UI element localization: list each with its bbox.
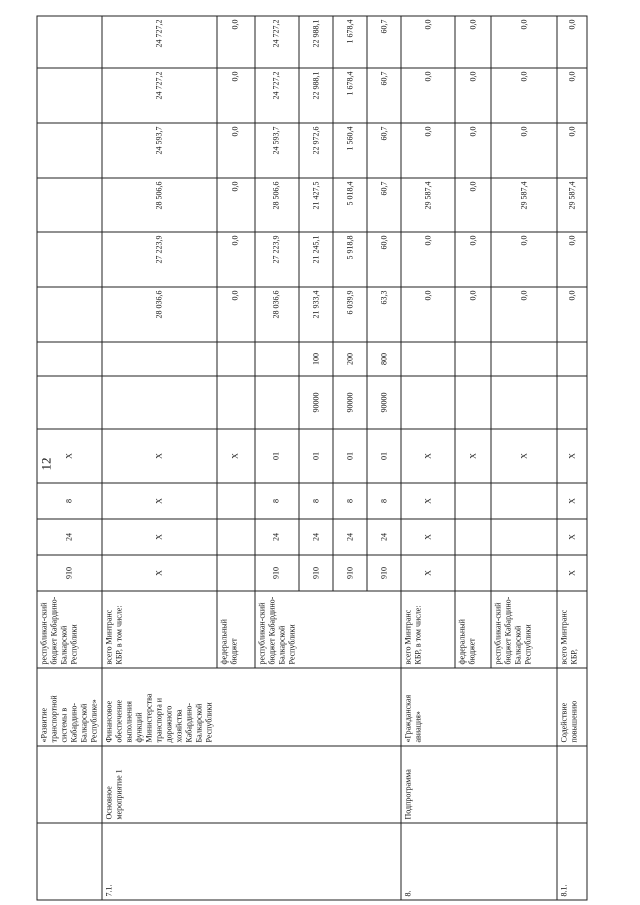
cell-value: 24 727,2 bbox=[255, 68, 300, 123]
cell-num bbox=[255, 823, 300, 900]
cell-csr-code bbox=[455, 376, 491, 429]
cell-value: 0,0 bbox=[455, 178, 491, 232]
cell-value: 21 933,4 bbox=[299, 287, 333, 342]
cell-value: 0,0 bbox=[491, 287, 557, 342]
cell-value: 60,7 bbox=[367, 123, 401, 178]
cell-description bbox=[255, 668, 300, 746]
table-row bbox=[333, 16, 367, 900]
cell-pr bbox=[491, 483, 557, 519]
cell-pr: Х bbox=[401, 483, 455, 519]
cell-name bbox=[491, 746, 557, 823]
cell-value: 29 587,4 bbox=[557, 178, 587, 232]
cell-value: 0,0 bbox=[557, 16, 587, 68]
cell-csr: 01 bbox=[333, 429, 367, 483]
cell-value: 0,0 bbox=[557, 123, 587, 178]
table-row bbox=[455, 16, 491, 900]
cell-value: 21 427,5 bbox=[299, 178, 333, 232]
cell-description bbox=[299, 668, 333, 746]
cell-rz: 24 bbox=[333, 519, 367, 555]
table-row bbox=[37, 16, 102, 900]
cell-value: 0,0 bbox=[455, 16, 491, 68]
cell-description: Содействие повышению bbox=[557, 668, 587, 746]
cell-value: 0,0 bbox=[401, 16, 455, 68]
cell-rz bbox=[217, 519, 255, 555]
cell-vr bbox=[217, 342, 255, 376]
cell-value: 63,3 bbox=[367, 287, 401, 342]
cell-funding-source: республикан-ский бюджет Кабардино-Балкарской Республики bbox=[37, 591, 102, 668]
cell-csr: Х bbox=[217, 429, 255, 483]
cell-rz: Х bbox=[557, 519, 587, 555]
cell-pr: 8 bbox=[333, 483, 367, 519]
cell-num bbox=[367, 823, 401, 900]
cell-value: 22 972,6 bbox=[299, 123, 333, 178]
cell-grbs: 910 bbox=[255, 555, 300, 591]
cell-rz bbox=[491, 519, 557, 555]
cell-description: «Гражданская авиация» bbox=[401, 668, 455, 746]
cell-num: 8. bbox=[401, 823, 455, 900]
cell-pr: 8 bbox=[367, 483, 401, 519]
cell-value bbox=[37, 68, 102, 123]
budget-table bbox=[37, 15, 588, 900]
cell-value: 27 223,9 bbox=[255, 232, 300, 287]
cell-value: 21 245,1 bbox=[299, 232, 333, 287]
cell-csr: Х bbox=[455, 429, 491, 483]
cell-value: 22 988,1 bbox=[299, 16, 333, 68]
cell-num: 8.1. bbox=[557, 823, 587, 900]
cell-grbs: 910 bbox=[333, 555, 367, 591]
cell-num bbox=[299, 823, 333, 900]
cell-value: 29 587,4 bbox=[491, 178, 557, 232]
cell-funding-source: республикан-ский бюджет Кабардино-Балкарской Республики bbox=[491, 591, 557, 668]
cell-name bbox=[557, 746, 587, 823]
cell-funding-source: федеральный бюджет bbox=[455, 591, 491, 668]
cell-name bbox=[455, 746, 491, 823]
cell-value: 5 918,8 bbox=[333, 232, 367, 287]
cell-funding-source: республикан-ский бюджет Кабардино-Балкарской Республики bbox=[255, 591, 300, 668]
cell-funding-source bbox=[367, 591, 401, 668]
cell-num bbox=[455, 823, 491, 900]
cell-rz: 24 bbox=[255, 519, 300, 555]
cell-value: 1 678,4 bbox=[333, 16, 367, 68]
cell-value: 0,0 bbox=[217, 178, 255, 232]
cell-csr: Х bbox=[102, 429, 217, 483]
cell-csr-code: 90000 bbox=[333, 376, 367, 429]
cell-pr: 8 bbox=[255, 483, 300, 519]
table-row bbox=[255, 16, 300, 900]
cell-rz: 24 bbox=[37, 519, 102, 555]
cell-pr bbox=[217, 483, 255, 519]
cell-vr bbox=[491, 342, 557, 376]
cell-name bbox=[255, 746, 300, 823]
cell-value: 0,0 bbox=[217, 16, 255, 68]
cell-vr bbox=[37, 342, 102, 376]
cell-vr bbox=[255, 342, 300, 376]
cell-vr: 200 bbox=[333, 342, 367, 376]
cell-value: 60,7 bbox=[367, 16, 401, 68]
cell-value: 0,0 bbox=[491, 68, 557, 123]
cell-value bbox=[37, 16, 102, 68]
cell-value: 27 223,9 bbox=[102, 232, 217, 287]
cell-value bbox=[37, 287, 102, 342]
cell-vr bbox=[455, 342, 491, 376]
cell-value: 0,0 bbox=[455, 287, 491, 342]
cell-name bbox=[299, 746, 333, 823]
cell-description bbox=[217, 668, 255, 746]
cell-value: 24 727,2 bbox=[102, 68, 217, 123]
cell-value: 0,0 bbox=[217, 232, 255, 287]
cell-csr-code: 90000 bbox=[299, 376, 333, 429]
cell-description: Финансовое обеспечение выполнения функций Министерства транспорта и дорожного хозяйства Кабардино-Балкарской Республики bbox=[102, 668, 217, 746]
cell-grbs: 910 bbox=[37, 555, 102, 591]
cell-value: 0,0 bbox=[491, 16, 557, 68]
cell-grbs bbox=[217, 555, 255, 591]
cell-value: 0,0 bbox=[401, 287, 455, 342]
cell-name bbox=[37, 746, 102, 823]
cell-name: Подпрограмма bbox=[401, 746, 455, 823]
cell-pr: Х bbox=[557, 483, 587, 519]
cell-vr bbox=[102, 342, 217, 376]
cell-grbs: Х bbox=[102, 555, 217, 591]
cell-name: Основное мероприятие 1 bbox=[102, 746, 217, 823]
cell-csr-code: 90000 bbox=[367, 376, 401, 429]
table-row bbox=[491, 16, 557, 900]
cell-value bbox=[37, 178, 102, 232]
cell-value: 0,0 bbox=[401, 68, 455, 123]
cell-description bbox=[333, 668, 367, 746]
cell-value: 28 036,6 bbox=[255, 287, 300, 342]
cell-value: 0,0 bbox=[455, 232, 491, 287]
cell-funding-source bbox=[299, 591, 333, 668]
cell-funding-source bbox=[333, 591, 367, 668]
cell-num bbox=[217, 823, 255, 900]
cell-name bbox=[217, 746, 255, 823]
cell-value: 0,0 bbox=[557, 287, 587, 342]
cell-description bbox=[367, 668, 401, 746]
cell-value: 0,0 bbox=[217, 123, 255, 178]
table-row bbox=[557, 16, 587, 900]
cell-grbs bbox=[491, 555, 557, 591]
cell-value: 0,0 bbox=[557, 68, 587, 123]
cell-rz: 24 bbox=[299, 519, 333, 555]
budget-table-container bbox=[39, 19, 579, 896]
cell-funding-source: всего Минтранс КБР, bbox=[557, 591, 587, 668]
cell-value: 28 506,6 bbox=[255, 178, 300, 232]
cell-value bbox=[37, 123, 102, 178]
cell-csr-code bbox=[102, 376, 217, 429]
cell-csr-code bbox=[491, 376, 557, 429]
cell-vr bbox=[557, 342, 587, 376]
cell-value: 60,7 bbox=[367, 178, 401, 232]
cell-vr: 800 bbox=[367, 342, 401, 376]
cell-grbs bbox=[455, 555, 491, 591]
cell-value: 5 018,4 bbox=[333, 178, 367, 232]
cell-value: 0,0 bbox=[401, 232, 455, 287]
cell-num bbox=[37, 823, 102, 900]
cell-num bbox=[333, 823, 367, 900]
cell-name bbox=[367, 746, 401, 823]
cell-csr: Х bbox=[557, 429, 587, 483]
cell-value: 6 039,9 bbox=[333, 287, 367, 342]
cell-csr: 01 bbox=[367, 429, 401, 483]
cell-csr-code bbox=[557, 376, 587, 429]
table-row bbox=[401, 16, 455, 900]
cell-grbs: Х bbox=[557, 555, 587, 591]
cell-csr: Х bbox=[37, 429, 102, 483]
cell-csr-code bbox=[37, 376, 102, 429]
cell-csr-code bbox=[255, 376, 300, 429]
table-row bbox=[102, 16, 217, 900]
cell-value: 60,7 bbox=[367, 68, 401, 123]
cell-value: 22 988,1 bbox=[299, 68, 333, 123]
cell-description bbox=[491, 668, 557, 746]
cell-csr: 01 bbox=[299, 429, 333, 483]
cell-value: 24 593,7 bbox=[255, 123, 300, 178]
cell-value: 0,0 bbox=[217, 287, 255, 342]
cell-csr: Х bbox=[491, 429, 557, 483]
cell-rz: Х bbox=[102, 519, 217, 555]
cell-vr bbox=[401, 342, 455, 376]
cell-funding-source: всего Минтранс КБР, в том числе: bbox=[102, 591, 217, 668]
page-number: 12 bbox=[38, 457, 54, 471]
cell-grbs: 910 bbox=[299, 555, 333, 591]
cell-value bbox=[37, 232, 102, 287]
table-row bbox=[367, 16, 401, 900]
cell-value: 28 506,6 bbox=[102, 178, 217, 232]
table-row bbox=[299, 16, 333, 900]
cell-num bbox=[491, 823, 557, 900]
cell-value: 24 727,2 bbox=[255, 16, 300, 68]
cell-pr: 8 bbox=[299, 483, 333, 519]
cell-csr-code bbox=[401, 376, 455, 429]
cell-value: 0,0 bbox=[401, 123, 455, 178]
cell-vr: 100 bbox=[299, 342, 333, 376]
cell-value: 0,0 bbox=[557, 232, 587, 287]
cell-value: 0,0 bbox=[491, 123, 557, 178]
cell-rz: Х bbox=[401, 519, 455, 555]
cell-value: 28 036,6 bbox=[102, 287, 217, 342]
cell-description bbox=[455, 668, 491, 746]
cell-description: «Развитие транспортной системы в Кабардино-Балкарской Республике» bbox=[37, 668, 102, 746]
cell-value: 0,0 bbox=[491, 232, 557, 287]
cell-value: 0,0 bbox=[217, 68, 255, 123]
cell-pr bbox=[455, 483, 491, 519]
cell-value: 1 678,4 bbox=[333, 68, 367, 123]
cell-pr: Х bbox=[102, 483, 217, 519]
cell-value: 60,0 bbox=[367, 232, 401, 287]
cell-csr-code bbox=[217, 376, 255, 429]
cell-csr: 01 bbox=[255, 429, 300, 483]
cell-value: 0,0 bbox=[455, 68, 491, 123]
cell-pr: 8 bbox=[37, 483, 102, 519]
cell-num: 7.1. bbox=[102, 823, 217, 900]
cell-funding-source: федеральный бюджет bbox=[217, 591, 255, 668]
cell-value: 29 587,4 bbox=[401, 178, 455, 232]
cell-name bbox=[333, 746, 367, 823]
cell-value: 1 560,4 bbox=[333, 123, 367, 178]
cell-grbs: 910 bbox=[367, 555, 401, 591]
cell-csr: Х bbox=[401, 429, 455, 483]
cell-value: 24 593,7 bbox=[102, 123, 217, 178]
cell-grbs: Х bbox=[401, 555, 455, 591]
cell-rz: 24 bbox=[367, 519, 401, 555]
table-row bbox=[217, 16, 255, 900]
cell-value: 24 727,2 bbox=[102, 16, 217, 68]
cell-value: 0,0 bbox=[455, 123, 491, 178]
cell-funding-source: всего Минтранс КБР, в том числе: bbox=[401, 591, 455, 668]
cell-rz bbox=[455, 519, 491, 555]
